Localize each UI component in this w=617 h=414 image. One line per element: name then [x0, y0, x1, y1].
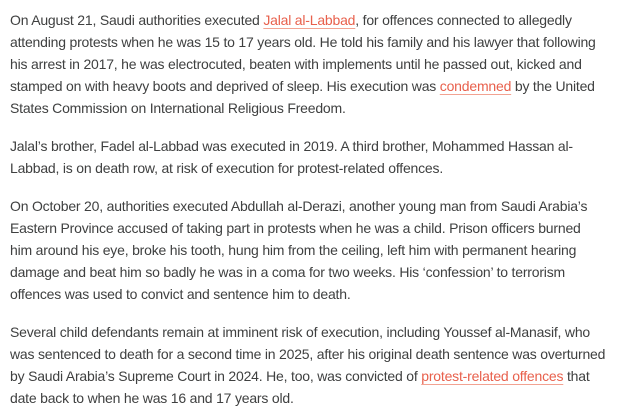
text-link[interactable]: condemned — [439, 78, 512, 94]
paragraph-text: On October 20, authorities executed Abdullah al-Derazi, another young man from Saudi Arabia’s Eastern Province accused of taking part in protests when he was a child. Prison officers burned him around his eye, broke his tooth, hung him from the ceiling, left him with permanent hearing damage and beat him so badly he was in a coma for two weeks. His ‘confession’ to terrorism offences was used to convict and sentence him to death. — [10, 198, 588, 302]
paragraph-text: Jalal’s brother, Fadel al-Labbad was executed in 2019. A third brother, Mohammed Hassan al-Labbad, is on death row, at risk of execution for protest-related offences. — [10, 138, 573, 176]
paragraph-text: On August 21, Saudi authorities executed — [10, 12, 264, 28]
paragraph — [10, 9, 606, 119]
paragraph-text: Several child defendants remain at imminent risk of execution, including Youssef al-Manasif, who was sentenced to death for a second time in 2025, after his original death sentence was overturned by Saudi Arabia’s Supreme Court in 2024. He, too, was convicted of — [10, 324, 606, 384]
text-link[interactable]: Jalal al-Labbad — [263, 12, 356, 28]
paragraph — [10, 135, 606, 179]
text-link[interactable]: protest-related offences — [421, 368, 564, 384]
paragraph-text: that date back to when he was 16 and 17 years old. — [10, 368, 590, 406]
paragraph — [10, 321, 606, 409]
paragraph-text: by the United States Commission on International Religious Freedom. — [10, 78, 595, 116]
paragraph — [10, 195, 606, 305]
paragraph-text: , for offences connected to allegedly attending protests when he was 15 to 17 years old. He told his family and his lawyer that following his arrest in 2017, he was electrocuted, beaten with implements until he passed out, kicked and stamped on with heavy boots and deprived of sleep. His execution was — [10, 12, 596, 94]
